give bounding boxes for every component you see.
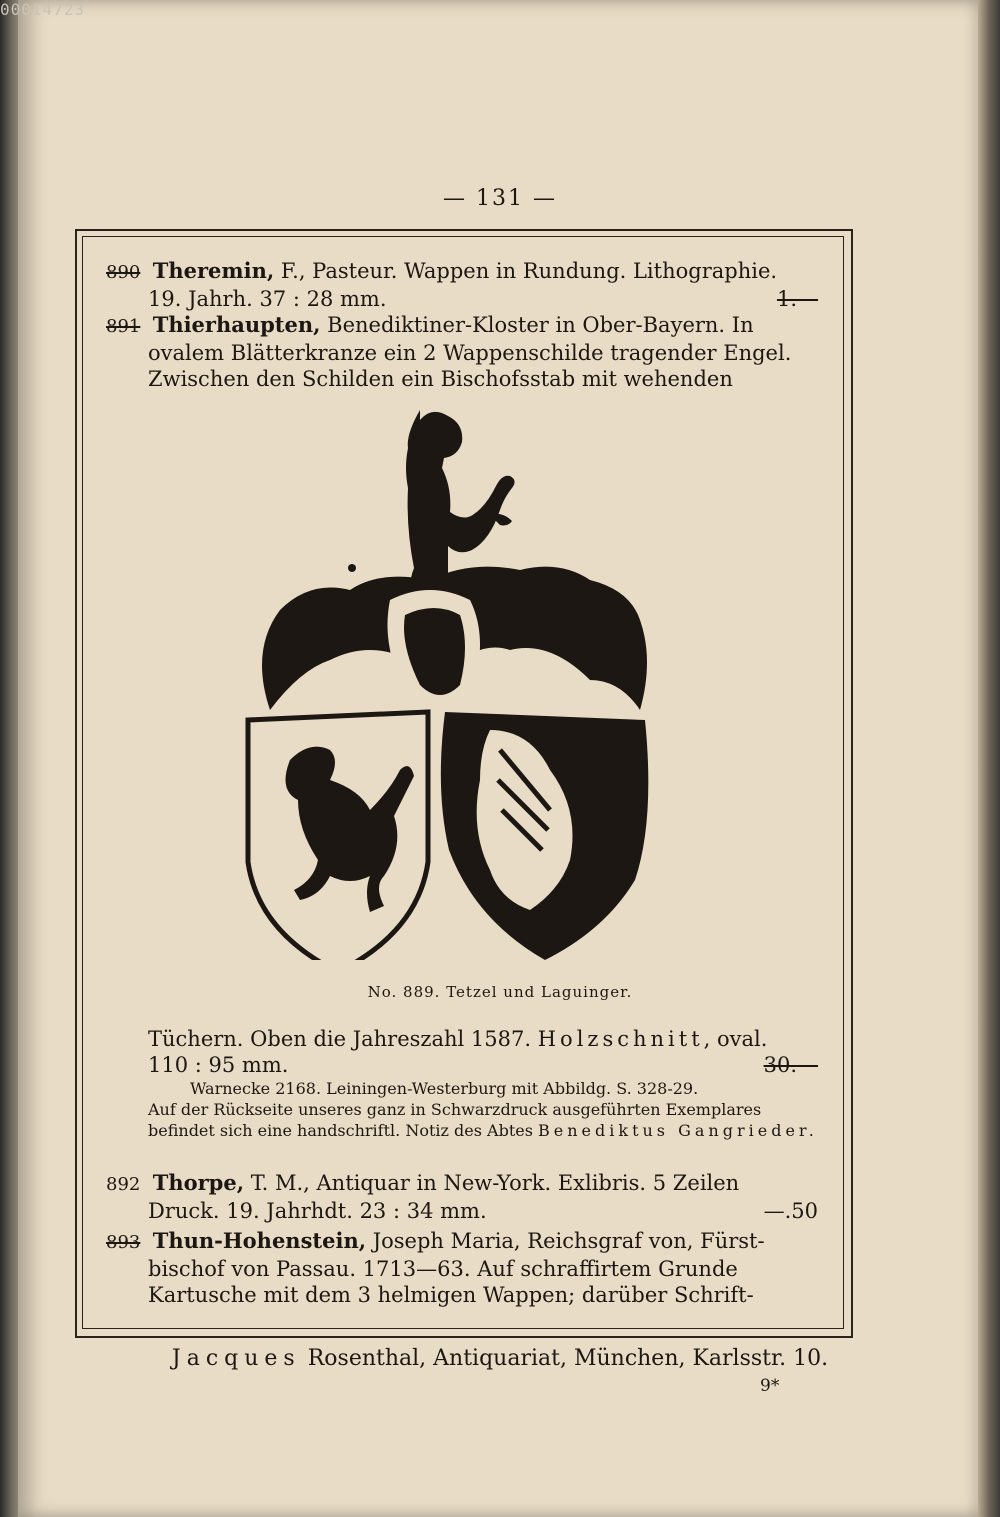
entry-893 [106,1228,818,1308]
entry-heading: Theremin, [152,258,275,283]
entry-note-name: Benediktus Gangrieder. [538,1121,818,1140]
entry-text: Kartusche mit dem 3 helmigen Wappen; darüber Schrift- [148,1283,754,1307]
entry-text: Tüchern. Oben die Jahreszahl 1587. [148,1027,532,1051]
page-number: — 131 — [443,186,557,211]
figure-caption: No. 889. Tetzel und Laguinger. [367,983,633,1001]
entry-note: Warnecke 2168. Leiningen-Westerburg mit Abbildg. S. 328-29. [190,1079,699,1098]
book-spine [0,0,18,1517]
entry-heading: Thierhaupten, [152,312,321,337]
entry-890 [106,258,818,312]
entry-text: 110 : 95 mm. [148,1053,289,1077]
publisher-details: Rosenthal, Antiquariat, München, Karlsstr. 10. [307,1346,829,1371]
scan-label: 00014723 [0,0,86,19]
publisher-first-name: Jacques [171,1346,301,1371]
right-shield-wing-icon [441,712,649,960]
entry-number: 891 [106,316,141,337]
entry-text: Benediktiner-Kloster in Ober-Bayern. In [327,313,754,337]
mantling-icon [262,567,647,715]
entry-heading: Thorpe, [152,1170,245,1195]
entry-note: Auf der Rückseite unseres ganz in Schwarzdruck ausgeführten Exemplares [148,1100,762,1119]
entry-text: T. M., Antiquar in New-York. Exlibris. 5 Zeilen [250,1171,740,1195]
page-edge [978,0,1000,1517]
left-shield-lion-icon [248,712,428,960]
coat-of-arms-illustration [230,400,690,960]
entry-text: ovalem Blätterkranze ein 2 Wappenschilde tragender Engel. [148,341,792,365]
entry-price: —.50 [763,1199,818,1223]
entry-text: Druck. 19. Jahrhdt. 23 : 34 mm. [148,1199,487,1223]
entry-heading: Thun-Hohenstein, [152,1228,367,1253]
entry-number: 890 [106,262,141,283]
signature-mark: 9* [760,1376,780,1396]
entry-price: 1.— [776,287,818,311]
entry-text: , oval. [703,1027,768,1051]
entry-number: 892 [106,1174,141,1195]
entry-text: bischof von Passau. 1713—63. Auf schraffirtem Grunde [148,1257,738,1281]
entry-892 [106,1170,818,1224]
entry-text: Zwischen den Schilden ein Bischofsstab mit wehenden [148,367,733,391]
entry-891-continued [106,1026,818,1141]
entry-891 [106,312,818,392]
entry-text: 19. Jahrh. 37 : 28 mm. [148,287,387,311]
entry-note: befindet sich eine handschriftl. Notiz des Abtes [148,1121,533,1140]
entry-text: Joseph Maria, Reichsgraf von, Fürst- [372,1229,765,1253]
publisher-footer [0,1346,1000,1371]
entry-number: 893 [106,1232,141,1253]
entry-technique: Holzschnitt [537,1027,704,1051]
entry-price: 30.— [763,1053,818,1077]
entry-text: F., Pasteur. Wappen in Rundung. Lithographie. [280,259,778,283]
